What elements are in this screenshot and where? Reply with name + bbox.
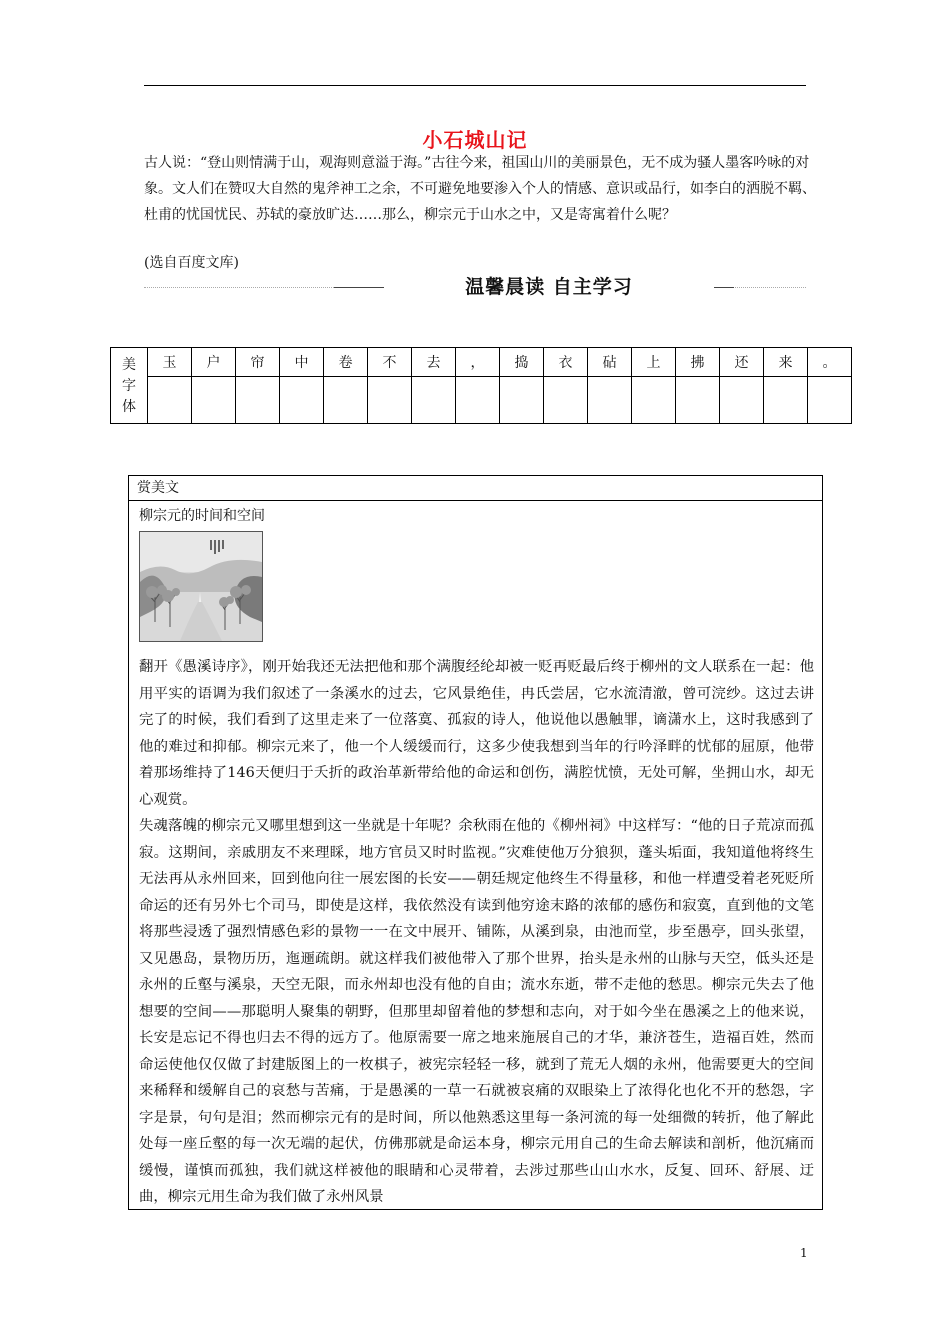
- practice-cell[interactable]: [324, 377, 368, 424]
- practice-cell[interactable]: [368, 377, 412, 424]
- article-box: [128, 475, 823, 1210]
- article-subtitle: 柳宗元的时间和空间: [139, 508, 265, 524]
- practice-cell[interactable]: [720, 377, 764, 424]
- article-body: [129, 505, 822, 1210]
- practice-cell[interactable]: [500, 377, 544, 424]
- header-rule: [144, 85, 806, 86]
- practice-cell[interactable]: [412, 377, 456, 424]
- char-cell: 卷: [324, 348, 368, 377]
- row-label-text: 美 字 体: [122, 357, 136, 415]
- landscape-painting-svg: [140, 532, 262, 641]
- char-cell: 户: [192, 348, 236, 377]
- char-cell: 。: [808, 348, 852, 377]
- char-cell: 衣: [544, 348, 588, 377]
- page-title: 小石城山记: [422, 128, 528, 152]
- practice-cell[interactable]: [588, 377, 632, 424]
- calligraphy-practice-table: [110, 347, 852, 424]
- char-cell: 玉: [148, 348, 192, 377]
- char-cell: 还: [720, 348, 764, 377]
- practice-cell[interactable]: [544, 377, 588, 424]
- divider-left-solid: [334, 287, 384, 288]
- article-text: [139, 654, 814, 1210]
- char-cell: 帘: [236, 348, 280, 377]
- practice-cell[interactable]: [280, 377, 324, 424]
- char-cell: ，: [456, 348, 500, 377]
- char-cell: 拂: [676, 348, 720, 377]
- practice-cell[interactable]: [192, 377, 236, 424]
- article-header: 赏美文: [129, 476, 822, 501]
- row-label: [111, 348, 148, 424]
- char-cell: 上: [632, 348, 676, 377]
- article-paragraph: 失魂落魄的柳宗元又哪里想到这一坐就是十年呢？余秋雨在他的《柳州祠》中这样写：“他的日子荒凉而孤寂。这期间，亲戚朋友不来理睬，地方官员又时时监视。”灾难使他万分狼狈，蓬头垢面，我知道他将终生无法再从永州回来，回到他向往一展宏图的长安——朝廷规定他终生不得量移，和他一样遭受着老死贬所命运的还有另外七个司马，即使是这样，我依然没有读到他穷途末路的浓郁的感伤和寂寞，直到他的文笔将那些浸透了强烈情感色彩的景物一一在文中展开、铺陈，从溪到泉，由池而堂，步至愚亭，回头张望，又见愚岛，景物历历，迤逦疏朗。就这样我们被他带入了那个世界，抬头是永州的山脉与天空，低头还是永州的丘壑与溪泉，天空无限，而永州却也没有他的自由；流水东逝，带不走他的愁思。柳宗元失去了他想要的空间——那聪明人聚集的朝野，但那里却留着他的梦想和志向，对于如今坐在愚溪之上的他来说，长安是忘记不得也归去不得的远方了。他原需要一席之地来施展自己的才华，兼济苍生，造福百姓，然而命运使他仅仅做了封建版图上的一枚棋子，被宪宗轻轻一移，就到了荒无人烟的永州，他需要更大的空间来稀释和缓解自己的哀愁与苦痛，于是愚溪的一草一石就被哀痛的双眼染上了浓得化也化不开的愁怨，字字是景，句句是泪；然而柳宗元有的是时间，所以他熟悉这里每一条河流的每一处细微的转折，他了解此处每一座丘壑的每一次无端的起伏，仿佛那就是命运本身，柳宗元用自己的生命去解读和剖析，他沉痛而缓慢，谨慎而孤独，我们就这样被他的眼睛和心灵带着，去涉过那些山山水水，反复、回环、舒展、迂曲，柳宗元用生命为我们做了永州风景: [139, 818, 814, 1205]
- char-cell: 来: [764, 348, 808, 377]
- char-cell: 去: [412, 348, 456, 377]
- intro-paragraph: [144, 150, 824, 228]
- practice-cell[interactable]: [676, 377, 720, 424]
- char-cell: 不: [368, 348, 412, 377]
- article-paragraph: 翻开《愚溪诗序》，刚开始我还无法把他和那个满腹经纶却被一贬再贬最后终于柳州的文人联系在一起：他用平实的语调为我们叙述了一条溪水的过去，它风景绝佳，冉氏尝居，它水流清澈，曾可浣纱。这过去讲完了的时候，我们看到了这里走来了一位落寞、孤寂的诗人，他说他以愚触罪，谪潇水上，这时我感到了他的难过和抑郁。柳宗元来了，他一个人缓缓而行，这多少使我想到当年的行吟泽畔的忧郁的屈原，他带着那场维持了146天便归于夭折的政治革新带给他的命运和创伤，满腔忧愤，无处可解，坐拥山水，却无心观赏。: [139, 659, 814, 808]
- practice-cell[interactable]: [236, 377, 280, 424]
- practice-cell[interactable]: [148, 377, 192, 424]
- source-note: (选自百度文库): [144, 255, 239, 271]
- practice-cell[interactable]: [764, 377, 808, 424]
- practice-cell[interactable]: [808, 377, 852, 424]
- section-heading-label: 温馨晨读 自主学习: [465, 276, 633, 298]
- char-cell: 砧: [588, 348, 632, 377]
- intro-text: 古人说：“登山则情满于山，观海则意溢于海。”古往今来，祖国山川的美丽景色，无不成为骚人墨客吟咏的对象。文人们在赞叹大自然的鬼斧神工之余，不可避免地要渗入个人的情感、意识或品行，如李白的洒脱不羁、杜甫的忧国忧民、苏轼的豪放旷达……那么，柳宗元于山水之中，又是寄寓着什么呢？: [144, 155, 816, 223]
- divider-right-solid: [714, 287, 734, 288]
- section-heading: [144, 272, 806, 302]
- char-cell: 捣: [500, 348, 544, 377]
- practice-cell[interactable]: [456, 377, 500, 424]
- practice-cell[interactable]: [632, 377, 676, 424]
- landscape-painting-image: [139, 531, 263, 642]
- char-cell: 中: [280, 348, 324, 377]
- page-number: 1: [800, 1246, 808, 1260]
